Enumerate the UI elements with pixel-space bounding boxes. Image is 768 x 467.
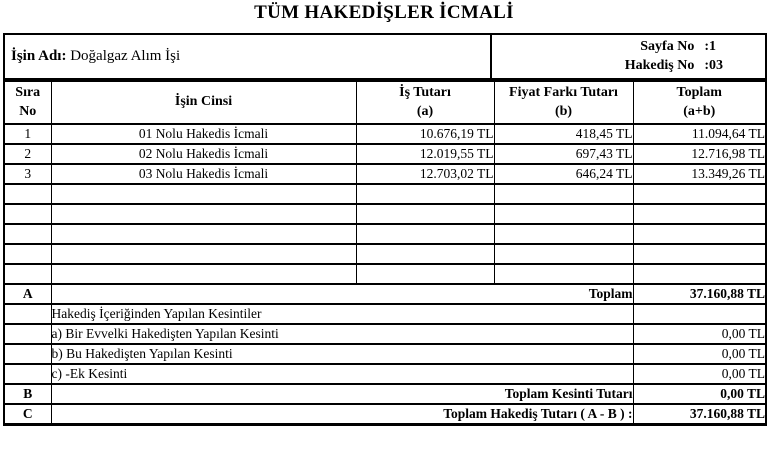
deduction-row xyxy=(4,364,766,384)
row-letter-c: C xyxy=(4,404,51,424)
header-no: No xyxy=(19,103,37,119)
total-label: Toplam xyxy=(51,284,633,304)
empty-row xyxy=(4,244,766,264)
row-no: 2 xyxy=(4,144,51,164)
row-isin-cinsi: 01 Nolu Hakedis İcmali xyxy=(51,124,356,144)
deductions-header-label: Hakediş İçeriğinden Yapılan Kesintiler xyxy=(51,304,633,324)
empty-cell xyxy=(633,184,766,204)
empty-cell xyxy=(494,204,633,224)
row-fiyat-farki: 646,24 TL xyxy=(494,164,633,184)
empty-cell xyxy=(4,304,51,324)
progress-no-label: Hakediş No xyxy=(624,58,695,73)
col-header-is-tutari xyxy=(356,81,494,124)
deduction-value: 0,00 TL xyxy=(633,324,766,344)
empty-cell xyxy=(633,304,766,324)
header-fiyat-farki: Fiyat Farkı Tutarı xyxy=(509,85,618,101)
total-row-a xyxy=(4,284,766,304)
col-header-sira-no xyxy=(4,81,51,124)
empty-cell xyxy=(356,264,494,284)
grand-total-label: Toplam Hakediş Tutarı ( A - B ) : xyxy=(51,404,633,424)
row-is-tutari: 12.019,55 TL xyxy=(356,144,494,164)
table-row xyxy=(4,144,766,164)
deductions-header-row xyxy=(4,304,766,324)
empty-cell xyxy=(494,264,633,284)
empty-cell xyxy=(356,224,494,244)
row-letter-b: B xyxy=(4,384,51,404)
deduction-value: 0,00 TL xyxy=(633,344,766,364)
page-no-label: Sayfa No xyxy=(640,39,695,55)
empty-cell xyxy=(494,184,633,204)
col-header-fiyat-farki xyxy=(494,81,633,124)
deduction-value: 0,00 TL xyxy=(633,364,766,384)
header-a: (a) xyxy=(416,103,434,119)
work-name-label: İşin Adı: xyxy=(11,48,67,64)
empty-cell xyxy=(51,204,356,224)
empty-cell xyxy=(633,224,766,244)
empty-cell xyxy=(356,204,494,224)
empty-row xyxy=(4,264,766,284)
header-toplam: Toplam xyxy=(676,85,722,101)
row-isin-cinsi: 02 Nolu Hakedis İcmali xyxy=(51,144,356,164)
empty-cell xyxy=(4,364,51,384)
empty-cell xyxy=(356,184,494,204)
row-letter-a: A xyxy=(4,284,51,304)
deduction-label: a) Bir Evvelki Hakedişten Yapılan Kesinti xyxy=(51,324,633,344)
deduction-row xyxy=(4,344,766,364)
summary-table xyxy=(3,80,767,426)
page-title: TÜM HAKEDİŞLER İCMALİ xyxy=(254,2,514,23)
empty-cell xyxy=(633,204,766,224)
page-progress-cell xyxy=(491,34,766,79)
empty-row xyxy=(4,224,766,244)
header-sira: Sıra xyxy=(15,85,41,101)
total-value: 37.160,88 TL xyxy=(633,284,766,304)
progress-no-value: :03 xyxy=(704,58,723,73)
header-is-tutari: İş Tutarı xyxy=(399,85,451,101)
empty-cell xyxy=(51,224,356,244)
deduction-label: b) Bu Hakedişten Yapılan Kesinti xyxy=(51,344,633,364)
col-header-toplam xyxy=(633,81,766,124)
deduction-label: c) -Ek Kesinti xyxy=(51,364,633,384)
header-ab: (a+b) xyxy=(683,103,716,119)
row-is-tutari: 10.676,19 TL xyxy=(356,124,494,144)
total-row-c xyxy=(4,404,766,424)
row-fiyat-farki: 697,43 TL xyxy=(494,144,633,164)
empty-cell xyxy=(4,224,51,244)
page-no-value: :1 xyxy=(704,39,716,55)
row-no: 1 xyxy=(4,124,51,144)
empty-cell xyxy=(633,244,766,264)
table-row xyxy=(4,124,766,144)
empty-cell xyxy=(51,264,356,284)
empty-cell xyxy=(51,184,356,204)
col-header-isin-cinsi: İşin Cinsi xyxy=(51,81,356,124)
row-fiyat-farki: 418,45 TL xyxy=(494,124,633,144)
total-deduction-label: Toplam Kesinti Tutarı xyxy=(51,384,633,404)
work-name-value: Doğalgaz Alım İşi xyxy=(70,48,181,64)
row-toplam: 11.094,64 TL xyxy=(633,124,766,144)
info-band xyxy=(3,33,767,80)
header-row xyxy=(4,81,766,124)
empty-cell xyxy=(51,244,356,264)
row-toplam: 13.349,26 TL xyxy=(633,164,766,184)
empty-cell xyxy=(4,344,51,364)
row-toplam: 12.716,98 TL xyxy=(633,144,766,164)
empty-cell xyxy=(356,244,494,264)
header-b: (b) xyxy=(554,103,573,119)
empty-row xyxy=(4,204,766,224)
page-progress-grid xyxy=(625,38,723,76)
empty-cell xyxy=(494,244,633,264)
empty-row xyxy=(4,184,766,204)
row-isin-cinsi: 03 Nolu Hakedis İcmali xyxy=(51,164,356,184)
empty-cell xyxy=(4,204,51,224)
empty-cell xyxy=(494,224,633,244)
empty-cell xyxy=(4,244,51,264)
empty-cell xyxy=(4,264,51,284)
row-no: 3 xyxy=(4,164,51,184)
row-is-tutari: 12.703,02 TL xyxy=(356,164,494,184)
empty-cell xyxy=(4,324,51,344)
deduction-row xyxy=(4,324,766,344)
empty-cell xyxy=(633,264,766,284)
work-name-cell xyxy=(4,34,491,79)
total-row-b xyxy=(4,384,766,404)
total-deduction-value: 0,00 TL xyxy=(633,384,766,404)
grand-total-value: 37.160,88 TL xyxy=(633,404,766,424)
empty-cell xyxy=(4,184,51,204)
table-row xyxy=(4,164,766,184)
